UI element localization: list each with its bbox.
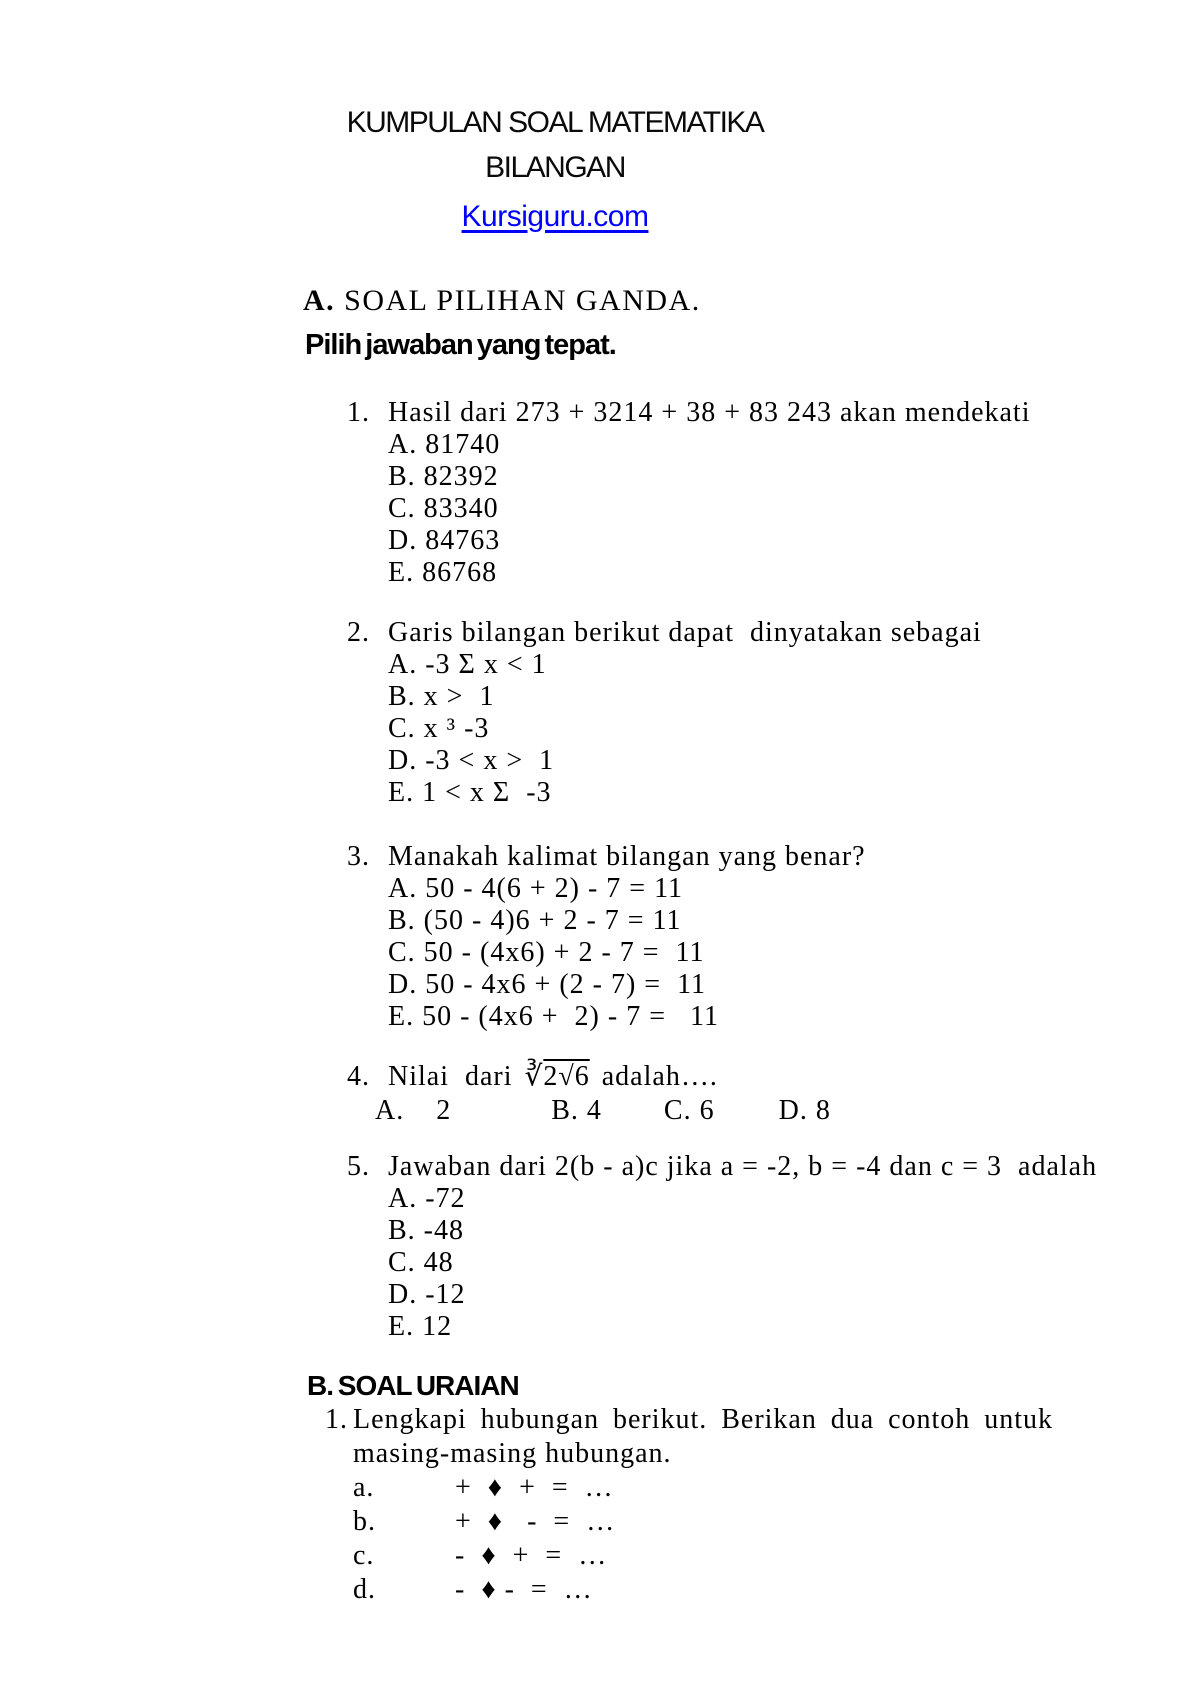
question-number: 2. xyxy=(347,617,370,648)
options-list xyxy=(388,873,1200,1033)
answer-option-b: B. x > 1 xyxy=(388,681,495,712)
answer-option-e: E. 86768 xyxy=(388,557,498,588)
question-2 xyxy=(347,617,1200,809)
sub-items-list xyxy=(353,1471,1200,1607)
question-text: Manakah kalimat bilangan yang benar? xyxy=(388,841,866,872)
answer-option-d: D. 50 - 4x6 + (2 - 7) = 11 xyxy=(388,969,707,1000)
question-number: 5. xyxy=(347,1151,370,1182)
document-header xyxy=(275,0,835,239)
section-b-heading: B. SOAL URAIAN xyxy=(307,1370,519,1401)
answer-option-a: A. 50 - 4(6 + 2) - 7 = 11 xyxy=(388,873,684,904)
question-text: Hasil dari 273 + 3214 + 38 + 83 243 akan mendekati xyxy=(388,397,1031,428)
sub-item-expression: + ♦ + = … xyxy=(455,1472,614,1503)
question-number: 3. xyxy=(347,841,370,872)
answer-option-e: E. 50 - (4x6 + 2) - 7 = 11 xyxy=(388,1001,719,1032)
sub-item-letter: d. xyxy=(353,1574,376,1605)
question-number: 4. xyxy=(347,1061,370,1092)
options-list xyxy=(388,429,1200,589)
answer-option-c: C. 50 - (4x6) + 2 - 7 = 11 xyxy=(388,937,705,968)
document-title-line2: BILANGAN xyxy=(485,151,625,184)
answer-option-b: B. (50 - 4)6 + 2 - 7 = 11 xyxy=(388,905,682,936)
sub-item-letter: b. xyxy=(353,1506,376,1537)
answer-option-c: C. 83340 xyxy=(388,493,499,524)
sub-item-a xyxy=(353,1471,1200,1505)
question-text xyxy=(388,1059,718,1095)
sub-item-d xyxy=(353,1573,1200,1607)
question-3 xyxy=(347,841,1200,1033)
radical-expression xyxy=(525,1061,590,1092)
radicand: 2√6 xyxy=(543,1061,590,1092)
answer-option-b: B. 82392 xyxy=(388,461,499,492)
question-text-before: Nilai dari xyxy=(388,1061,513,1092)
question-text: Lengkapi hubungan berikut. Berikan dua contoh untuk masing-masing hubungan. xyxy=(353,1404,1053,1469)
answer-option-b: B. -48 xyxy=(388,1215,464,1246)
question-text: Garis bilangan berikut dapat dinyatakan sebagai xyxy=(388,617,982,648)
answer-option-d: D. 8 xyxy=(778,1095,831,1126)
answer-option-b: B. 4 xyxy=(551,1095,602,1126)
section-a-instruction: Pilih jawaban yang tepat. xyxy=(305,329,616,361)
options-row xyxy=(375,1095,1200,1127)
answer-option-d: D. -3 < x > 1 xyxy=(388,745,555,776)
question-text: Jawaban dari 2(b - a)c jika a = -2, b = -4 dan c = 3 adalah xyxy=(388,1151,1098,1182)
answer-option-c: C. 48 xyxy=(388,1247,454,1278)
sub-item-expression: - ♦ - = … xyxy=(455,1574,593,1605)
answer-option-d: D. 84763 xyxy=(388,525,501,556)
document-title-line1: KUMPULAN SOAL MATEMATIKA xyxy=(346,106,764,139)
sub-item-expression: + ♦ - = … xyxy=(455,1506,616,1537)
answer-option-c: C. 6 xyxy=(663,1095,715,1126)
section-a-heading xyxy=(303,281,1200,321)
answer-option-e: E. 12 xyxy=(388,1311,453,1342)
sub-item-b xyxy=(353,1505,1200,1539)
question-number: 1. xyxy=(347,397,370,428)
uraian-question-1 xyxy=(325,1403,1200,1607)
answer-option-e: E. 1 < x Σ -3 xyxy=(388,777,552,808)
question-number: 1. xyxy=(325,1404,348,1435)
question-1 xyxy=(347,397,1200,589)
answer-option-c: C. x ³ -3 xyxy=(388,713,490,744)
question-text-after: adalah…. xyxy=(601,1061,718,1092)
answer-option-a: A. -3 Σ x < 1 xyxy=(388,649,547,680)
cube-root-icon: ∛ xyxy=(524,1061,544,1092)
sub-item-letter: c. xyxy=(353,1540,375,1571)
options-list xyxy=(388,1183,1200,1343)
sub-item-c xyxy=(353,1539,1200,1573)
answer-option-d: D. -12 xyxy=(388,1279,466,1310)
options-list xyxy=(388,649,1200,809)
question-5 xyxy=(347,1151,1200,1343)
section-a-heading-letter: A. xyxy=(303,284,336,317)
sub-item-expression: - ♦ + = … xyxy=(455,1540,608,1571)
kursiguru-link[interactable]: Kursiguru.com xyxy=(461,200,649,233)
answer-option-a: A. 2 xyxy=(375,1095,452,1126)
answer-option-a: A. -72 xyxy=(388,1183,466,1214)
question-4 xyxy=(347,1059,1200,1127)
answer-option-a: A. 81740 xyxy=(388,429,501,460)
section-a-heading-text: SOAL PILIHAN GANDA. xyxy=(344,284,701,317)
sub-item-letter: a. xyxy=(353,1472,375,1503)
